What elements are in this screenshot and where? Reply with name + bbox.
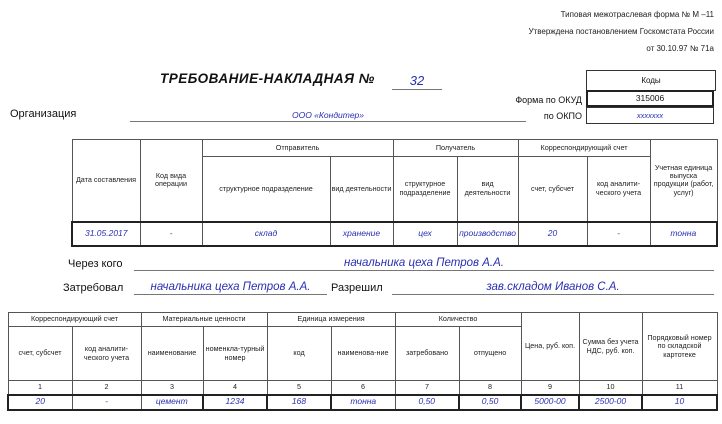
receiver-activity-cell[interactable]: производство (457, 222, 518, 246)
requested-qty-cell[interactable]: 0,50 (395, 395, 459, 410)
analytic-code-cell[interactable]: - (587, 222, 650, 246)
account-header: счет, субсчет (518, 157, 587, 222)
material-name-header: наименование (141, 327, 203, 381)
requested-qty-header: затребовано (395, 327, 459, 381)
col-number: 5 (267, 381, 331, 395)
date-cell[interactable]: 31.05.2017 (72, 222, 140, 246)
col-number: 6 (331, 381, 395, 395)
released-qty-header: отпущено (459, 327, 521, 381)
codes-header: Коды (586, 70, 716, 91)
op-code-header: Код вида операции (140, 140, 202, 222)
sender-header: Отправитель (202, 140, 393, 157)
col-number: 9 (521, 381, 579, 395)
price-cell[interactable]: 5000-00 (521, 395, 579, 410)
account-cell[interactable]: 20 (518, 222, 587, 246)
corr-account-header: Корреспондирующий счет (8, 313, 141, 327)
card-number-header: Порядковый номер по складской картотеке (642, 313, 717, 381)
materials-table (7, 312, 718, 411)
released-qty-cell[interactable]: 0,50 (459, 395, 521, 410)
material-name-cell[interactable]: цемент (141, 395, 203, 410)
nomenclature-header: номенкла-турный номер (203, 327, 267, 381)
form-type-line: Типовая межотраслевая форма № М –11 (560, 10, 714, 19)
price-header: Цена, руб. коп. (521, 313, 579, 381)
unit-name-header: наименова-ние (331, 327, 395, 381)
quantity-header: Количество (395, 313, 521, 327)
okud-label: Форма по ОКУД (515, 95, 582, 105)
corr-account-header: Корреспондирующий счет (518, 140, 650, 157)
analytic-code-cell[interactable]: - (72, 395, 141, 410)
receiver-unit-header: структурное подразделение (393, 157, 457, 222)
okud-code-field[interactable]: 315006 (586, 90, 714, 107)
approval-line: Утверждена постановлением Госкомстата России (528, 27, 714, 36)
sender-activity-header: вид деятельности (330, 157, 393, 222)
requested-by-label: Затребовал (63, 282, 124, 294)
requisition-header-table (71, 139, 718, 247)
through-label: Через кого (68, 258, 123, 270)
account-header: счет, субсчет (8, 327, 72, 381)
op-code-cell[interactable]: - (140, 222, 202, 246)
organization-label: Организация (10, 108, 77, 120)
col-number: 8 (459, 381, 521, 395)
allowed-by-label: Разрешил (331, 282, 383, 294)
sender-activity-cell[interactable]: хранение (330, 222, 393, 246)
sender-unit-cell[interactable]: склад (202, 222, 330, 246)
through-field[interactable]: начальника цеха Петров А.А. (134, 257, 714, 271)
okpo-code-field[interactable]: xxxxxxx (586, 107, 714, 124)
sum-header: Сумма без учета НДС, руб. коп. (579, 313, 642, 381)
date-header: Дата составления (72, 140, 140, 222)
allowed-by-field[interactable]: зав.складом Иванов С.А. (392, 281, 714, 295)
organization-field[interactable]: ООО «Кондитер» (130, 110, 526, 122)
receiver-header: Получатель (393, 140, 518, 157)
material-values-header: Материальные ценности (141, 313, 267, 327)
col-number: 10 (579, 381, 642, 395)
card-number-cell[interactable]: 10 (642, 395, 717, 410)
document-number[interactable]: 32 (392, 73, 442, 90)
requested-by-field[interactable]: начальника цеха Петров А.А. (134, 281, 327, 295)
unit-code-header: код (267, 327, 331, 381)
sender-unit-header: структурное подразделение (202, 157, 330, 222)
col-number: 2 (72, 381, 141, 395)
account-cell[interactable]: 20 (8, 395, 72, 410)
col-number: 3 (141, 381, 203, 395)
analytic-code-header: код аналити-ческого учета (72, 327, 141, 381)
unit-name-cell[interactable]: тонна (331, 395, 395, 410)
receiver-unit-cell[interactable]: цех (393, 222, 457, 246)
receiver-activity-header: вид деятельности (457, 157, 518, 222)
sum-cell[interactable]: 2500-00 (579, 395, 642, 410)
col-number: 1 (8, 381, 72, 395)
measure-unit-header: Единица измерения (267, 313, 395, 327)
unit-code-cell[interactable]: 168 (267, 395, 331, 410)
analytic-code-header: код аналити-ческого учета (587, 157, 650, 222)
col-number: 11 (642, 381, 717, 395)
approval-date-line: от 30.10.97 № 71а (646, 44, 714, 53)
accounting-unit-cell[interactable]: тонна (650, 222, 717, 246)
accounting-unit-header: Учетная единица выпуска продукции (работ, услуг) (650, 140, 717, 222)
col-number: 7 (395, 381, 459, 395)
nomenclature-cell[interactable]: 1234 (203, 395, 267, 410)
okpo-label: по ОКПО (543, 111, 582, 121)
document-title: ТРЕБОВАНИЕ-НАКЛАДНАЯ № (160, 71, 375, 86)
col-number: 4 (203, 381, 267, 395)
